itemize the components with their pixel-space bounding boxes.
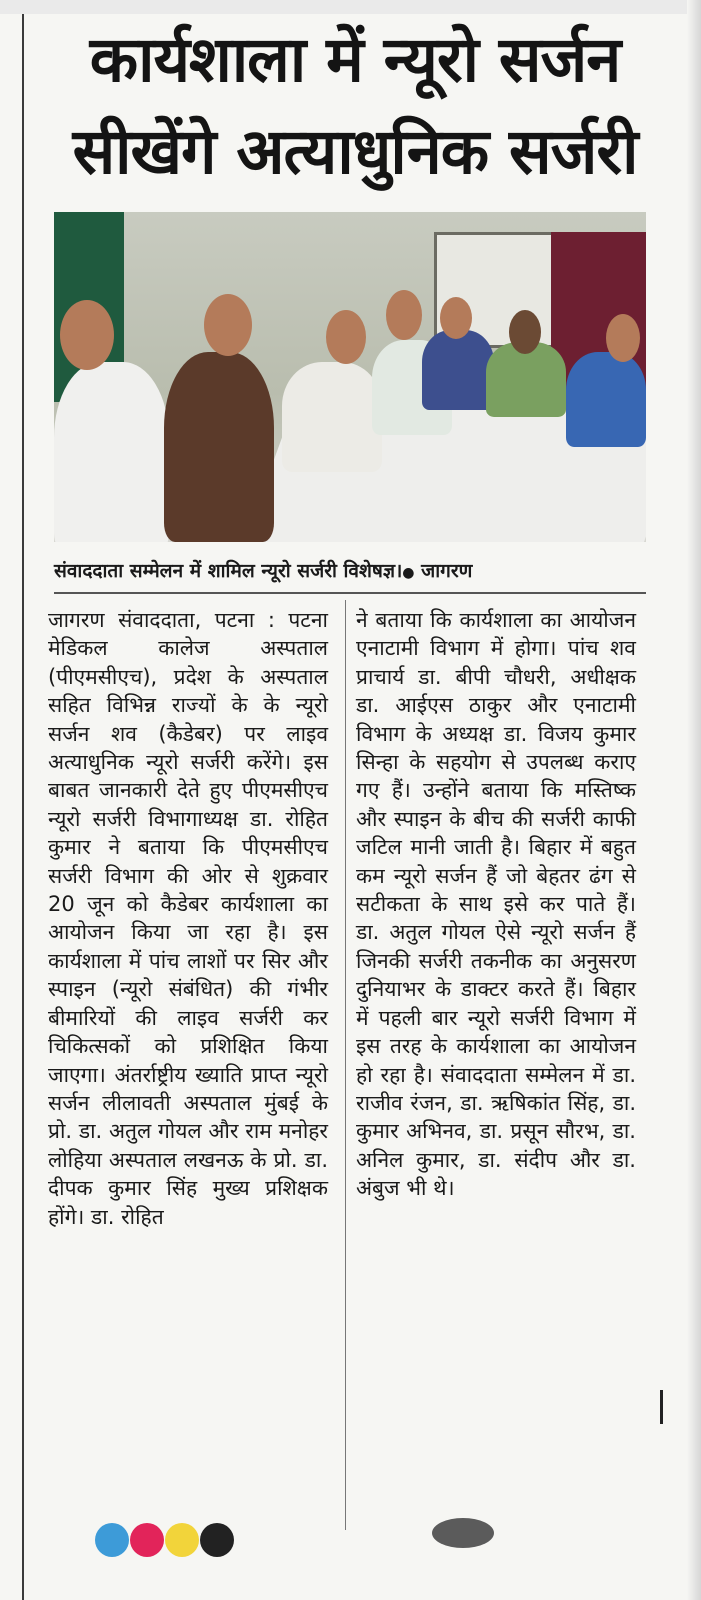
registration-dot-cyan <box>95 1523 129 1557</box>
photo-person-3-head <box>326 310 366 364</box>
headline <box>40 14 670 198</box>
article-column-2: ने बताया कि कार्यशाला का आयोजन एनाटामी विभाग में होगा। पांच शव प्राचार्य डा. बीपी चौधरी, अधीक्षक डा. आईएस ठाकुर और एनाटामी विभाग के अध्यक्ष डा. विजय कुमार सिन्हा के सहयोग से उपलब्ध कराए गए हैं। उन्होंने बताया कि मस्तिष्क और स्पाइन के बीच की सर्जरी काफी जटिल मानी जाती है। बिहार में बहुत कम न्यूरो सर्जन हैं जो बेहतर ढंग से सटीकता के साथ इसे कर पाते हैं। डा. अतुल गोयल ऐसे न्यूरो सर्जन हैं जिनकी सर्जरी तकनीक का अनुसरण दुनियाभर के डाक्टर करते हैं। बिहार में पहली बार न्यूरो सर्जरी विभाग में इस तरह के कार्यशाला का आयोजन हो रहा है। संवाददाता सम्मेलन में डा. राजीव रंजन, डा. ऋषिकांत सिंह, डा. कुमार अभिनव, डा. प्रसून सौरभ, डा. अनिल कुमार, डा. संदीप और डा. अंबुज भी थे। <box>356 608 636 1201</box>
column-divider <box>345 600 346 1530</box>
ink-smudge <box>432 1518 494 1548</box>
caption-source: जागरण <box>421 560 473 582</box>
photo-person-2 <box>164 352 274 542</box>
caption-text: संवाददाता सम्मेलन में शामिल न्यूरो सर्जरी विशेषज्ञ। <box>54 560 403 582</box>
photo-person-5-head <box>440 297 472 339</box>
left-column-rule <box>22 14 24 1600</box>
registration-marks <box>95 1523 235 1559</box>
photo-person-2-head <box>204 294 252 356</box>
bullet-icon: ● <box>402 565 415 581</box>
margin-mark <box>660 1390 663 1424</box>
registration-dot-magenta <box>130 1523 164 1557</box>
photo-person-1-head <box>60 300 114 370</box>
photo-person-7-head <box>606 314 640 362</box>
photo-person-6-head <box>509 310 541 354</box>
photo-person-7 <box>566 352 646 447</box>
photo-person-5 <box>422 330 494 410</box>
registration-dot-yellow <box>165 1523 199 1557</box>
headline-line-1: कार्यशाला में न्यूरो सर्जन <box>89 23 621 96</box>
headline-line-2: सीखेंगे अत्याधुनिक सर्जरी <box>72 115 638 188</box>
page-edge-shadow <box>687 0 701 1600</box>
news-photo <box>54 212 646 542</box>
caption-divider <box>54 592 646 594</box>
photo-caption <box>54 557 654 583</box>
article-column-1: जागरण संवाददाता, पटना : पटना मेडिकल कालेज अस्पताल (पीएमसीएच), प्रदेश के अस्पताल सहित विभिन्न राज्यों के के न्यूरो सर्जन शव (कैडेबर) पर लाइव अत्याधुनिक न्यूरो सर्जरी करेंगे। इस बाबत जानकारी देते हुए पीएमसीएच न्यूरो सर्जरी विभागाध्यक्ष डा. रोहित कुमार ने बताया कि पीएमसीएच सर्जरी विभाग की ओर से शुक्रवार 20 जून को कैडेबर कार्यशाला का आयोजन किया जा रहा है। इस कार्यशाला में पांच लाशों पर सिर और स्पाइन (न्यूरो संबंधित) की गंभीर बीमारियों की लाइव सर्जरी कर चिकित्सकों को प्रशिक्षित किया जाएगा। अंतर्राष्ट्रीय ख्याति प्राप्त न्यूरो सर्जन लीलावती अस्पताल मुंबई के प्रो. डा. अतुल गोयल और राम मनोहर लोहिया अस्पताल लखनऊ के प्रो. डा. दीपक कुमार सिंह मुख्य प्रशिक्षक होंगे। डा. रोहित <box>48 608 328 1229</box>
photo-person-4-head <box>386 290 422 340</box>
photo-person-3 <box>282 362 382 472</box>
registration-dot-black <box>200 1523 234 1557</box>
photo-person-1 <box>54 362 169 542</box>
